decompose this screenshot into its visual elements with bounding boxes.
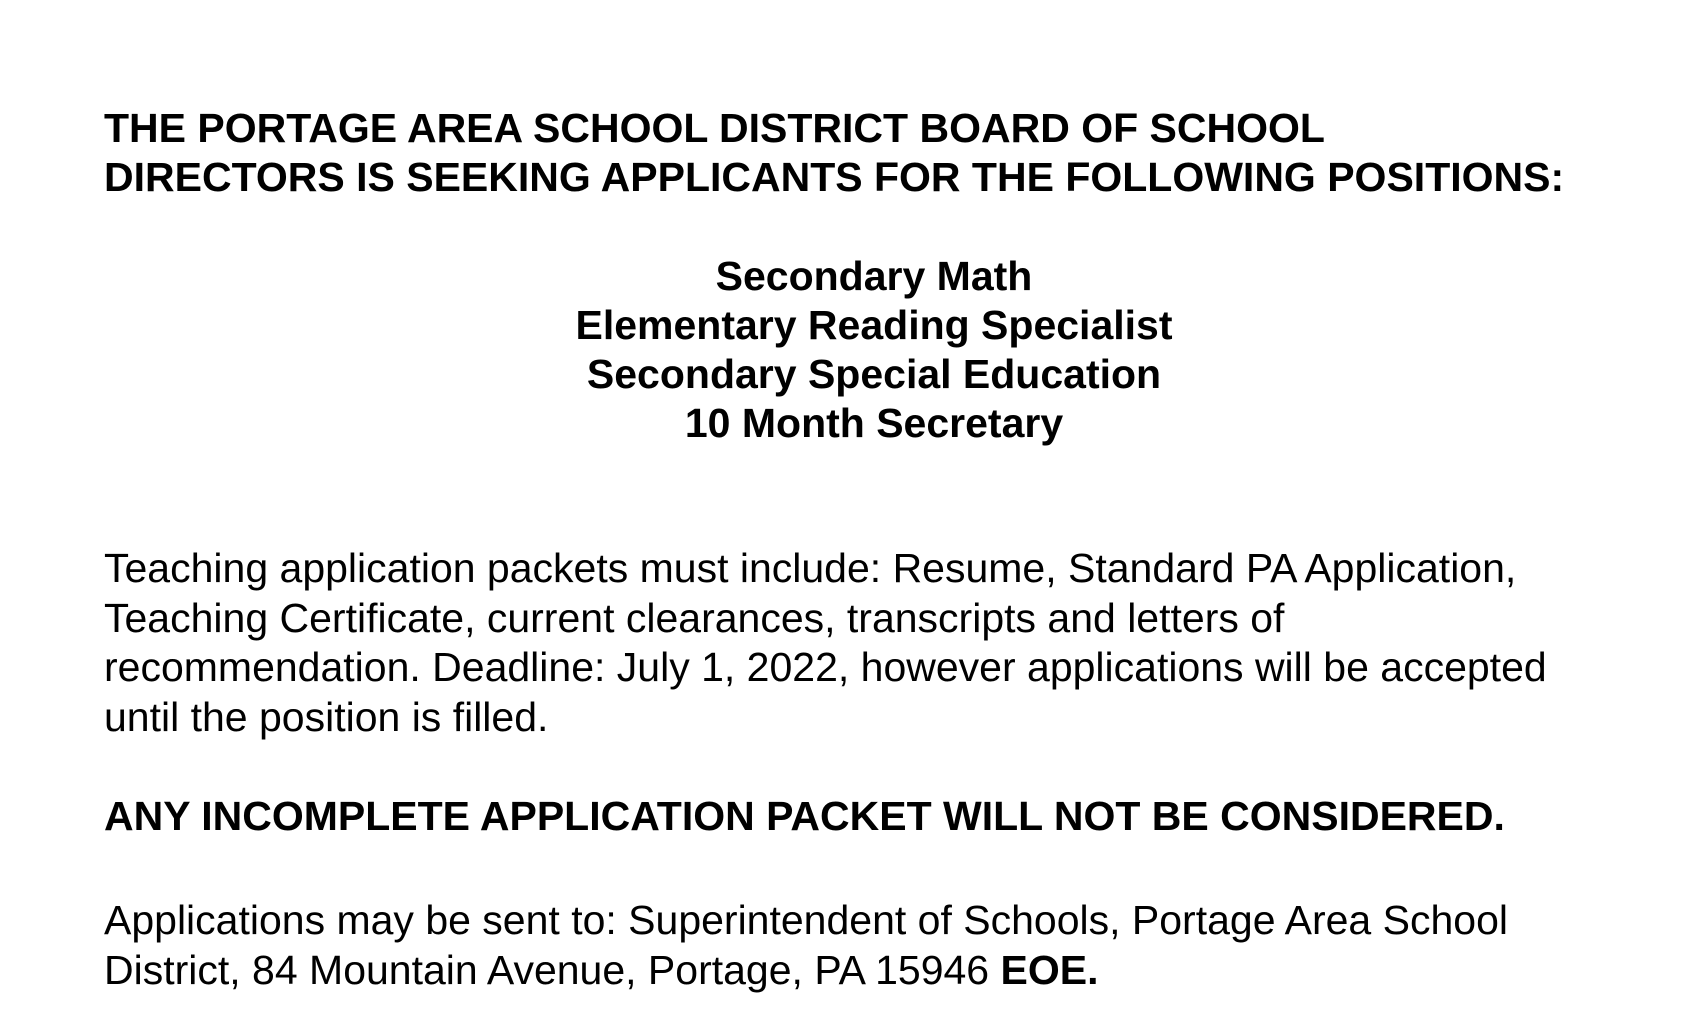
requirements-line-4: until the position is filled. [104, 693, 549, 740]
eoe-label: EOE. [1000, 946, 1099, 993]
position-item: 10 Month Secretary [684, 400, 1064, 446]
position-item: Secondary Special Education [586, 351, 1162, 397]
incomplete-application-notice: ANY INCOMPLETE APPLICATION PACKET WILL NOT BE CONSIDERED. [104, 793, 1505, 839]
position-item: Secondary Math [715, 253, 1033, 299]
application-address [104, 896, 1664, 995]
posting-heading [104, 104, 1664, 202]
heading-line-1: THE PORTAGE AREA SCHOOL DISTRICT BOARD OF SCHOOL [104, 105, 1325, 151]
address-line-1: Applications may be sent to: Superintendent of Schools, Portage Area School [104, 897, 1508, 943]
heading-line-2: DIRECTORS IS SEEKING APPLICANTS FOR THE FOLLOWING POSITIONS: [104, 154, 1565, 200]
job-posting-document [104, 104, 1664, 995]
requirements-line-1: Teaching application packets must include: Resume, Standard PA Application, [104, 545, 1517, 591]
address-text: District, 84 Mountain Avenue, Portage, PA 15946 [104, 946, 1001, 993]
positions-list [104, 252, 1644, 448]
application-requirements [104, 544, 1664, 742]
address-line-2 [104, 946, 1664, 996]
requirements-line-2: Teaching Certificate, current clearances, transcripts and letters of [104, 594, 1285, 641]
requirements-line-3: recommendation. Deadline: July 1, 2022, however applications will be accepted [104, 644, 1547, 690]
position-item: Elementary Reading Specialist [575, 302, 1173, 348]
